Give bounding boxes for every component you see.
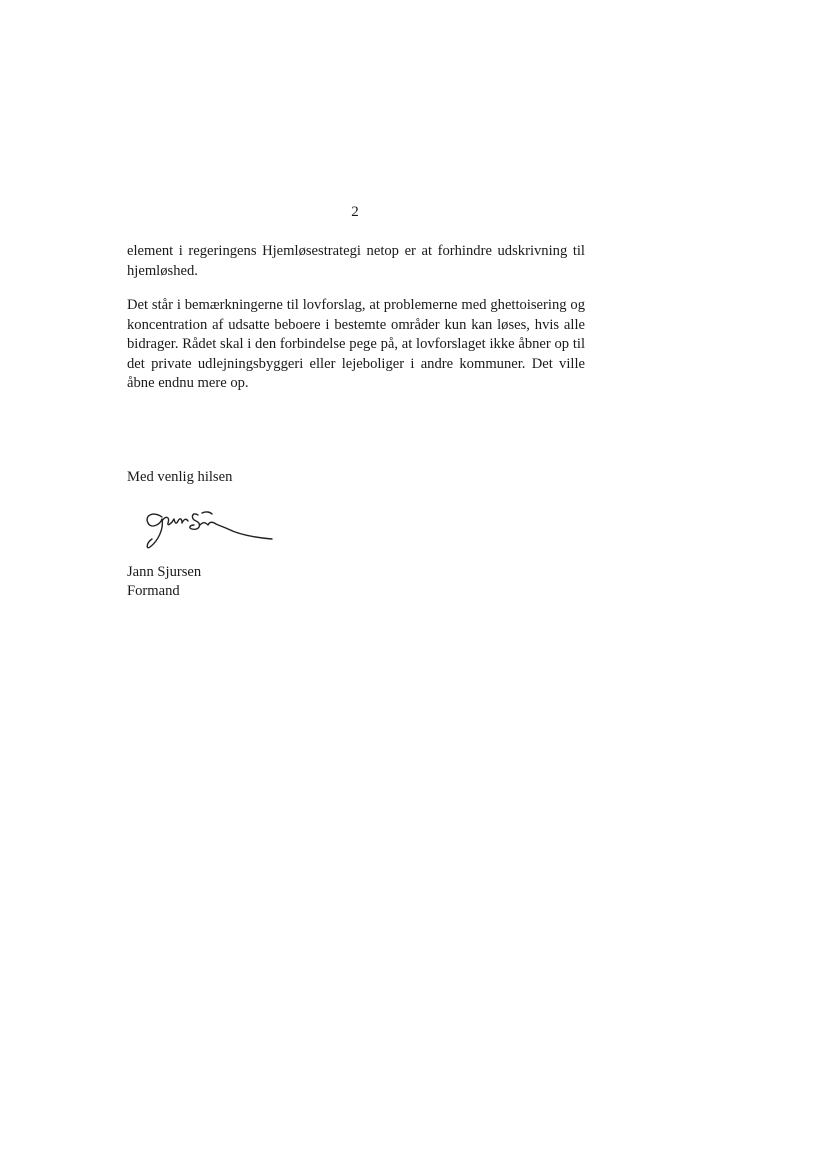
- signer-title: Formand: [127, 583, 180, 599]
- signer-name: Jann Sjursen: [127, 564, 202, 580]
- body-paragraph-1: element i regeringens Hjemløsestrategi netop er at forhindre udskrivning til hjemløshed.: [127, 243, 585, 279]
- page-number: 2: [351, 204, 359, 220]
- handwritten-signature: [140, 503, 280, 555]
- closing-salutation: Med venlig hilsen: [127, 469, 233, 485]
- body-paragraph-2: Det står i bemærkningerne til lovforslag, at problemerne med ghettoisering og koncentration af udsatte beboere i bestemte områder kun kan løses, hvis alle bidrager. Rådet skal i den forbindelse pege på, at lovforslaget ikke åbner op til det private udlejningsbyggeri eller lejeboliger i andre kommuner. Det ville åbne endnu mere op.: [127, 297, 585, 391]
